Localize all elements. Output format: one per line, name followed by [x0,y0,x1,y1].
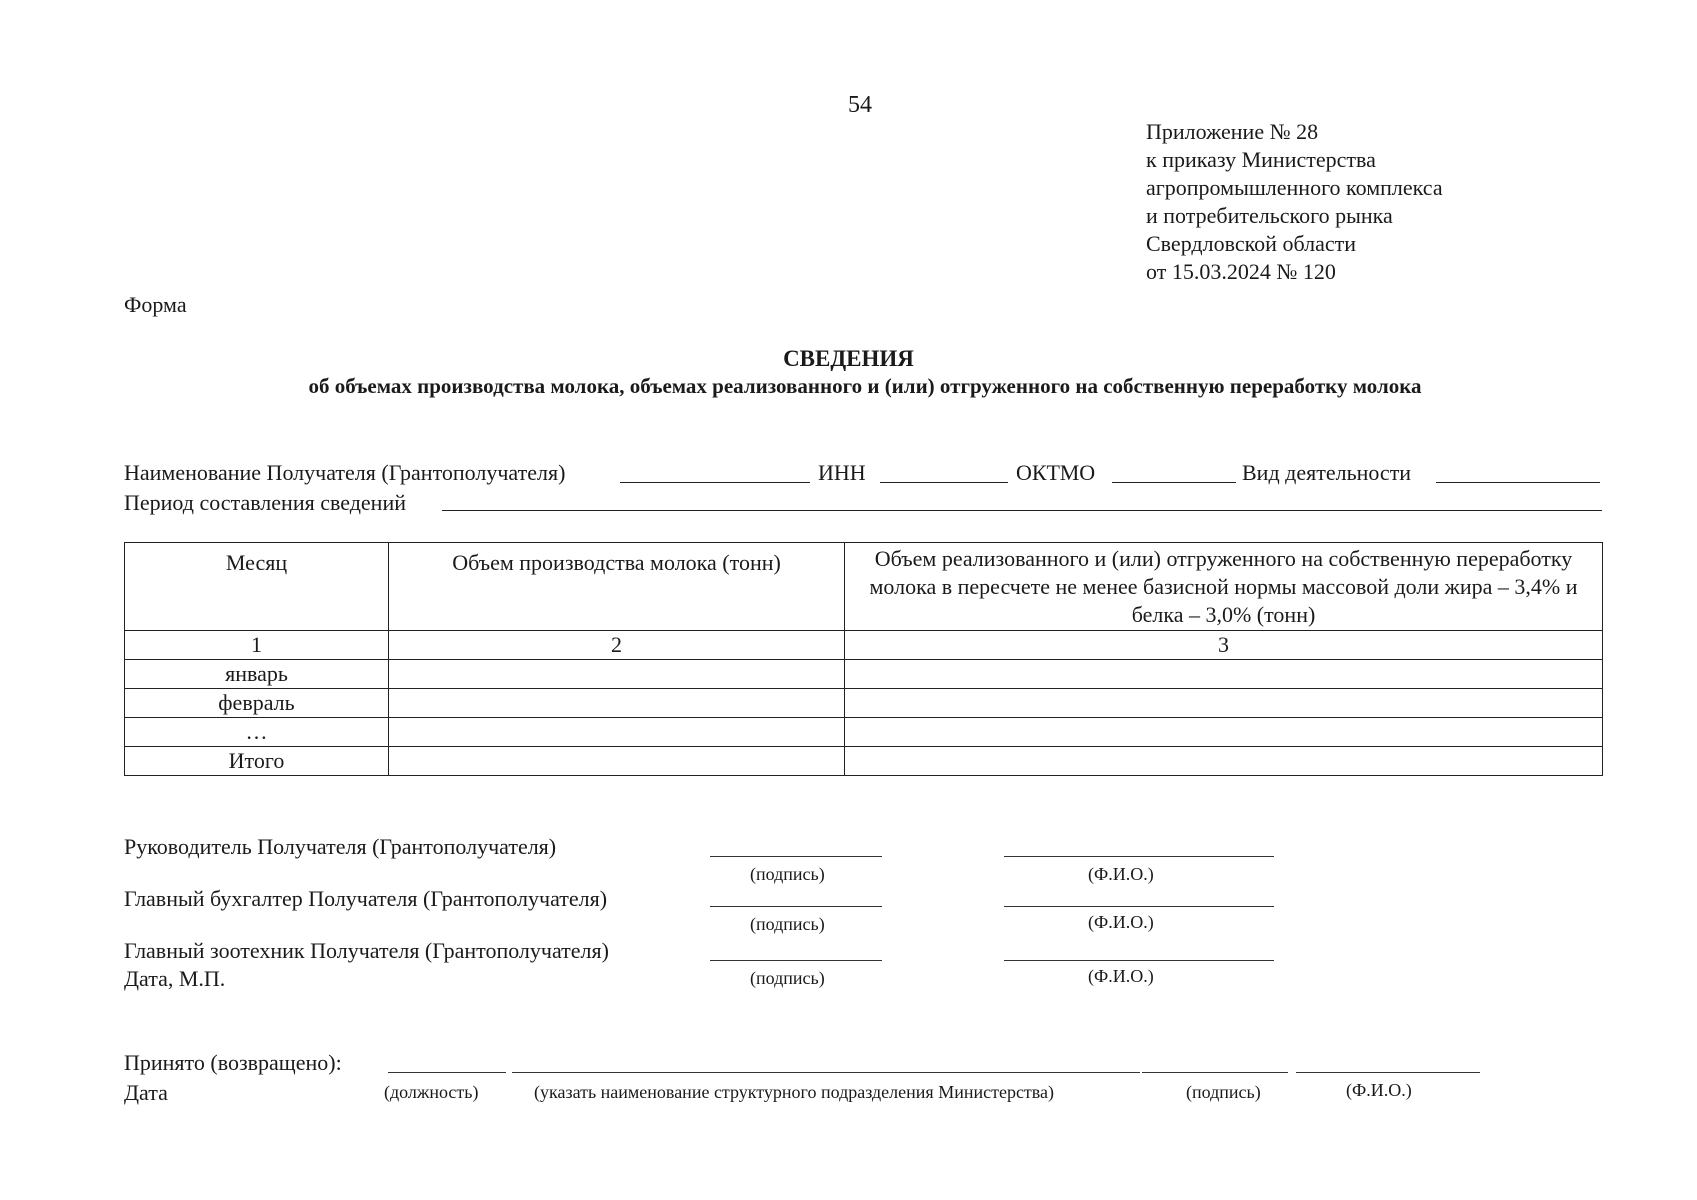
signature-hint: (подпись) [750,864,825,884]
acceptance-fio-line[interactable] [1296,1072,1480,1073]
oktmo-field[interactable] [1112,482,1236,483]
department-line[interactable] [512,1072,1140,1073]
period-field[interactable] [442,510,1602,511]
head-fio-line[interactable] [1004,856,1274,857]
document-subtitle: об объемах производства молока, объемах реализованного и (или) отгруженного на собственную переработку молока [308,374,1422,398]
table-header-row [125,543,1603,631]
table-row [125,660,1603,689]
document-title: СВЕДЕНИЯ [783,346,914,371]
head-signature-line[interactable] [710,856,882,857]
sold-total-cell[interactable] [845,747,1603,776]
recipient-name-label: Наименование Получателя (Грантополучателя) [124,460,566,485]
appendix-line: агропромышленного комплекса [1146,175,1443,200]
production-cell[interactable] [389,660,845,689]
date-stamp-label: Дата, М.П. [124,966,226,991]
production-total-cell[interactable] [389,747,845,776]
table-total-row [125,747,1603,776]
department-hint: (указать наименование структурного подразделения Министерства) [534,1082,1055,1102]
appendix-line: к приказу Министерства [1146,147,1376,172]
oktmo-label: ОКТМО [1016,460,1096,485]
head-signatory-label: Руководитель Получателя (Грантополучателя) [124,834,557,859]
accountant-signature-line[interactable] [710,906,882,907]
signature-hint: (подпись) [1186,1082,1261,1102]
zootechnician-signature-line[interactable] [710,960,882,961]
month-cell: февраль [125,689,389,718]
header-month: Месяц [125,543,389,631]
period-label: Период составления сведений [124,490,406,515]
sold-cell[interactable] [845,718,1603,747]
column-number: 2 [389,631,845,660]
sold-cell[interactable] [845,660,1603,689]
milk-volume-table [124,542,1603,776]
signature-hint: (подпись) [750,914,825,934]
production-cell[interactable] [389,718,845,747]
acceptance-label: Принято (возвращено): [124,1050,342,1075]
form-label: Форма [124,292,187,317]
zootechnician-fio-line[interactable] [1004,960,1274,961]
total-label-cell: Итого [125,747,389,776]
table-column-numbers-row [125,631,1603,660]
page-number: 54 [848,92,872,118]
fio-hint: (Ф.И.О.) [1088,966,1154,986]
position-hint: (должность) [384,1082,479,1102]
fio-hint: (Ф.И.О.) [1088,912,1154,932]
sold-cell[interactable] [845,689,1603,718]
header-sold-volume: Объем реализованного и (или) отгруженного на собственную переработку молока в пересчете не менее базисной нормы массовой доли жира – 3,4% и белка – 3,0% (тонн) [845,543,1603,631]
acceptance-date-label: Дата [124,1080,168,1105]
table-row [125,689,1603,718]
inn-field[interactable] [880,482,1008,483]
fio-hint: (Ф.И.О.) [1088,864,1154,884]
appendix-line: Приложение № 28 [1146,119,1319,144]
column-number: 1 [125,631,389,660]
month-cell: январь [125,660,389,689]
recipient-name-field[interactable] [620,482,810,483]
appendix-block [1146,118,1443,286]
column-number: 3 [845,631,1603,660]
production-cell[interactable] [389,689,845,718]
activity-field[interactable] [1436,482,1600,483]
accountant-fio-line[interactable] [1004,906,1274,907]
position-line[interactable] [388,1072,506,1073]
fio-hint: (Ф.И.О.) [1346,1080,1412,1100]
header-production-volume: Объем производства молока (тонн) [389,543,845,631]
accountant-signatory-label: Главный бухгалтер Получателя (Грантополучателя) [124,886,608,911]
zootechnician-signatory-label: Главный зоотехник Получателя (Грантополучателя) [124,938,609,963]
appendix-line: и потребительского рынка [1146,203,1393,228]
acceptance-signature-line[interactable] [1142,1072,1288,1073]
signature-hint: (подпись) [750,968,825,988]
appendix-line: Свердловской области [1146,231,1356,256]
table-row [125,718,1603,747]
inn-label: ИНН [818,460,866,485]
appendix-line: от 15.03.2024 № 120 [1146,259,1336,284]
activity-label: Вид деятельности [1242,460,1412,485]
month-cell: … [125,718,389,747]
